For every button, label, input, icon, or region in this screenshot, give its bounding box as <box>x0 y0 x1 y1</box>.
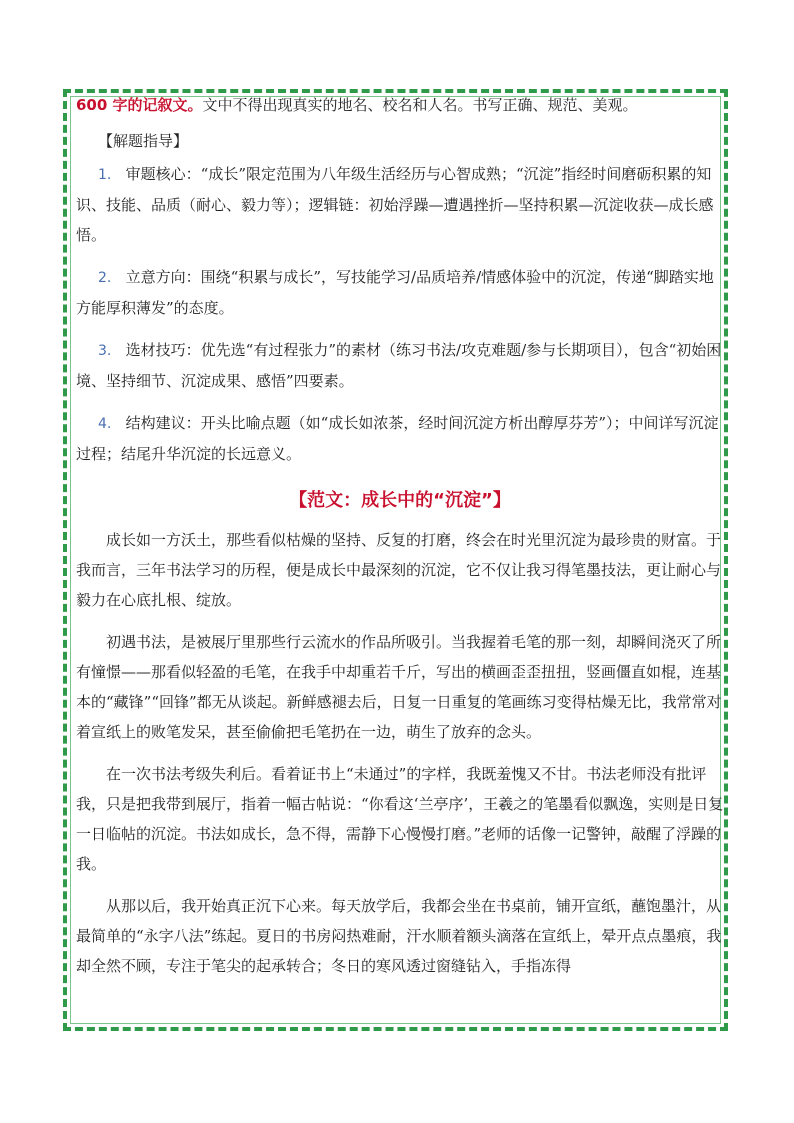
essay-paragraph: 初遇书法，是被展厅里那些行云流水的作品所吸引。当我握着毛笔的那一刻，却瞬间浇灭了所有憧憬——那看似轻盈的毛笔，在我手中却重若千斤，写出的横画歪歪扭扭，竖画僵直如棍，连基本的“藏锋”“回锋”都无从谈起。新鲜感褪去后，日复一日重复的笔画练习变得枯燥无比，我常常对着宣纸上的败笔发呆，甚至偷偷把毛笔扔在一边，萌生了放弃的念头。 <box>76 633 722 741</box>
document-content <box>76 93 724 981</box>
guide-item <box>76 262 724 323</box>
guide-item-text: 结构建议：开头比喻点题（如“成长如浓茶，经时间沉淀方析出醇厚芬芳”）；中间详写沉淀过程；结尾升华沉淀的长远意义。 <box>76 414 719 463</box>
guide-item <box>76 159 724 250</box>
guide-item-number: 1. <box>98 167 112 183</box>
guide-item <box>76 408 724 469</box>
guide-item-number: 2. <box>98 270 112 286</box>
requirement-rest: 文中不得出现真实的地名、校名和人名。书写正确、规范、美观。 <box>202 96 638 114</box>
guide-item <box>76 335 724 396</box>
requirement-line <box>76 93 724 117</box>
guide-item-number: 3. <box>98 343 112 359</box>
essay-paragraph: 成长如一方沃土，那些看似枯燥的坚持、反复的打磨，终会在时光里沉淀为最珍贵的财富。于我而言，三年书法学习的历程，便是成长中最深刻的沉淀，它不仅让我习得笔墨技法，更让耐心与毅力在心底扎根、绽放。 <box>76 531 722 609</box>
essay-paragraph: 在一次书法考级失利后。看着证书上“未通过”的字样，我既羞愧又不甘。书法老师没有批评我，只是把我带到展厅，指着一幅古帖说：“你看这‘兰亭序’，王羲之的笔墨看似飘逸，实则是日复一日临帖的沉淀。书法如成长，急不得，需静下心慢慢打磨。”老师的话像一记警钟，敲醒了浮躁的我。 <box>76 765 724 873</box>
guide-item-text: 选材技巧：优先选“有过程张力”的素材（练习书法/攻克难题/参与长期项目），包含“初始困境、坚持细节、沉淀成果、感悟”四要素。 <box>76 341 722 390</box>
essay-paragraph: 从那以后，我开始真正沉下心来。每天放学后，我都会坐在书桌前，铺开宣纸，蘸饱墨汁，从最简单的“永字八法”练起。夏日的书房闷热难耐，汗水顺着额头滴落在宣纸上，晕开点点墨痕，我却全然不顾，专注于笔尖的起承转合；冬日的寒风透过窗缝钻入，手指冻得 <box>76 897 722 975</box>
requirement-highlight: 600 字的记叙文。 <box>76 96 203 114</box>
essay-title: 【范文：成长中的“沉淀”】 <box>289 490 511 511</box>
guide-item-text: 审题核心：“成长”限定范围为八年级生活经历与心智成熟；“沉淀”指经时间磨砺积累的知识、技能、品质（耐心、毅力等）；逻辑链：初始浮躁—遭遇挫折—坚持积累—沉淀收获—成长感悟。 <box>76 165 714 244</box>
guide-item-number: 4. <box>98 416 112 432</box>
guide-heading: 【解题指导】 <box>98 132 189 150</box>
guide-item-text: 立意方向：围绕“积累与成长”，写技能学习/品质培养/情感体验中的沉淀，传递“脚踏实地方能厚积薄发”的态度。 <box>76 268 714 317</box>
